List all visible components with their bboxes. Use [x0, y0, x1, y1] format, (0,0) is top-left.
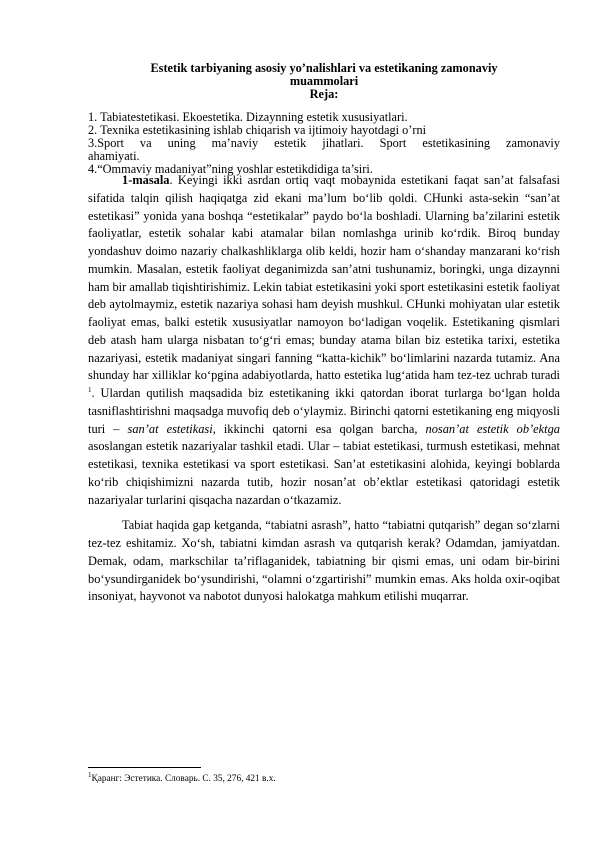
- paragraph-text: , ikkinchi qatorni esa qolgan barcha,: [212, 421, 426, 436]
- emphasis-text: nosan’at estetik ob’ektga: [425, 421, 561, 436]
- paragraph-1: [88, 172, 560, 509]
- paragraph-text: asoslangan estetik nazariyalar tashkil etadi. Ular – tabiat estetikasi, turmush estetikasi, mehnat estetikasi, texnika estetikasi va sport estetikasi. San’at estetikasini alohida, keyingi boblarda ko‘rib chiqishimizni nazarda tutib, hozir nosan’at ob’ektlar estetikasi qatoridagi estetik nazariyalar turlarini qisqacha nazardan o‘tkazamiz.: [88, 439, 560, 507]
- document-body: [88, 172, 560, 614]
- paragraph-2: Tabiat haqida gap ketganda, “tabiatni asrash”, hatto “tabiatni qutqarish” degan so‘zlarni tez-tez eshitamiz. Xo‘sh, tabiatni kimdan asrash va qutqarish kerak? Odamdan, jamiyatdan. Demak, odam, markschilar ta’riflaganidek, tabiatning bir qismi emas, uni odam bir-birini bo‘ysundirganidek bo‘ysundirishi, “olamni o‘zgartirishi” mumkin emas. Aks holda oxir-oqibat insoniyat, hayvonot va nabotot dunyosi halokatga mahkum etilishi muqarrar.: [88, 518, 560, 604]
- paragraph-text: . Keyingi ikki asrdan ortiq vaqt mobaynida estetikani faqat san’at falsafasi sifatida talqin qilish haqiqatga zid ekani ma’lum bo‘lib qoldi. CHunki asta-sekin “san’at estetikasi” yonida yana boshqa “estetikalar” paydo bo‘la boshladi. Ularning ba’zilarini estetik faoliyatlar, estetik sohalar kabi atamalar bilan nomlashga urinib ko‘rdik. Biroq bunday yondashuv doimo nazariy chalkashliklarga olib keldi, hozir ham o‘shanday manzarani ko‘rish mumkin. Masalan, estetik faoliyat deganimizda san’atni tushunamiz, boringki, unga dizaynni ham bir amallab tiqishtirishimiz. Lekin tabiat estetikasini yoki sport estetikasini estetik faoliyat deb aytolmaymiz, estetik nazariya sohasi ham deyish mushkul. CHunki mohiyatan ular estetik faoliyat emas, balki estetik xususiyatlar namoyon bo‘ladigan voqelik. Estetikaning qismlari deb atash ham ularga nisbatan to‘g‘ri emas; bunday atama bilan biz estetika tarixi, estetika nazariyasi, estetik madaniyat singari fanning “katta-kichik” bo‘limlarini nazarda tutamiz. Ana shunday har xilliklar ko‘pgina adabiyotlarda, hatto estetika lug‘atida ham tez-tez uchrab turadi: [88, 173, 560, 383]
- issue-label: 1-masala: [122, 173, 170, 187]
- plan-item: 2. Texnika estetikasining ishlab chiqarish va ijtimoiy hayotdagi o’rni: [88, 123, 427, 138]
- footnote-reference[interactable]: 1: [88, 385, 92, 394]
- plan-item: 4.“Ommaviy madaniyat”ning yoshlar estetikdidiga ta’siri.: [88, 162, 373, 177]
- emphasis-text: san’at estetikasi: [127, 421, 213, 436]
- title-line-1: Estetik tarbiyaning asosiy yo’nalishlari va estetikaning zamonaviy: [150, 61, 498, 75]
- footnote-mark: 1: [88, 770, 92, 779]
- plan-item: 3.Sport va uning ma’naviy estetik jihatlari. Sport estetikasining zamonaviy: [88, 136, 560, 151]
- plan-list: [88, 111, 560, 176]
- footnote-separator: [88, 767, 201, 768]
- paragraph-text: . Ulardan qutilish maqsadida biz estetikaning ikki qatordan iborat turlarga bo‘lgan holda tasniflashtirishni maqsadga muvofiq deb o‘ylaymiz. Birinchi qatorni estetikaning eng miqyosli turi –: [88, 386, 560, 436]
- plan-item: 1. Tabiatestetikasi. Ekoestetika. Dizaynning estetik xususiyatlari.: [88, 110, 408, 124]
- title-line-2: muammolari: [289, 74, 359, 89]
- plan-heading: Reja:: [309, 87, 339, 102]
- footnote: [88, 770, 560, 785]
- footnote-text: Қаранг: Эстетика. Словарь. С. 35, 276, 421 в.х.: [91, 774, 276, 784]
- document-title: [88, 62, 560, 102]
- plan-item-continuation: ahamiyati.: [88, 149, 140, 164]
